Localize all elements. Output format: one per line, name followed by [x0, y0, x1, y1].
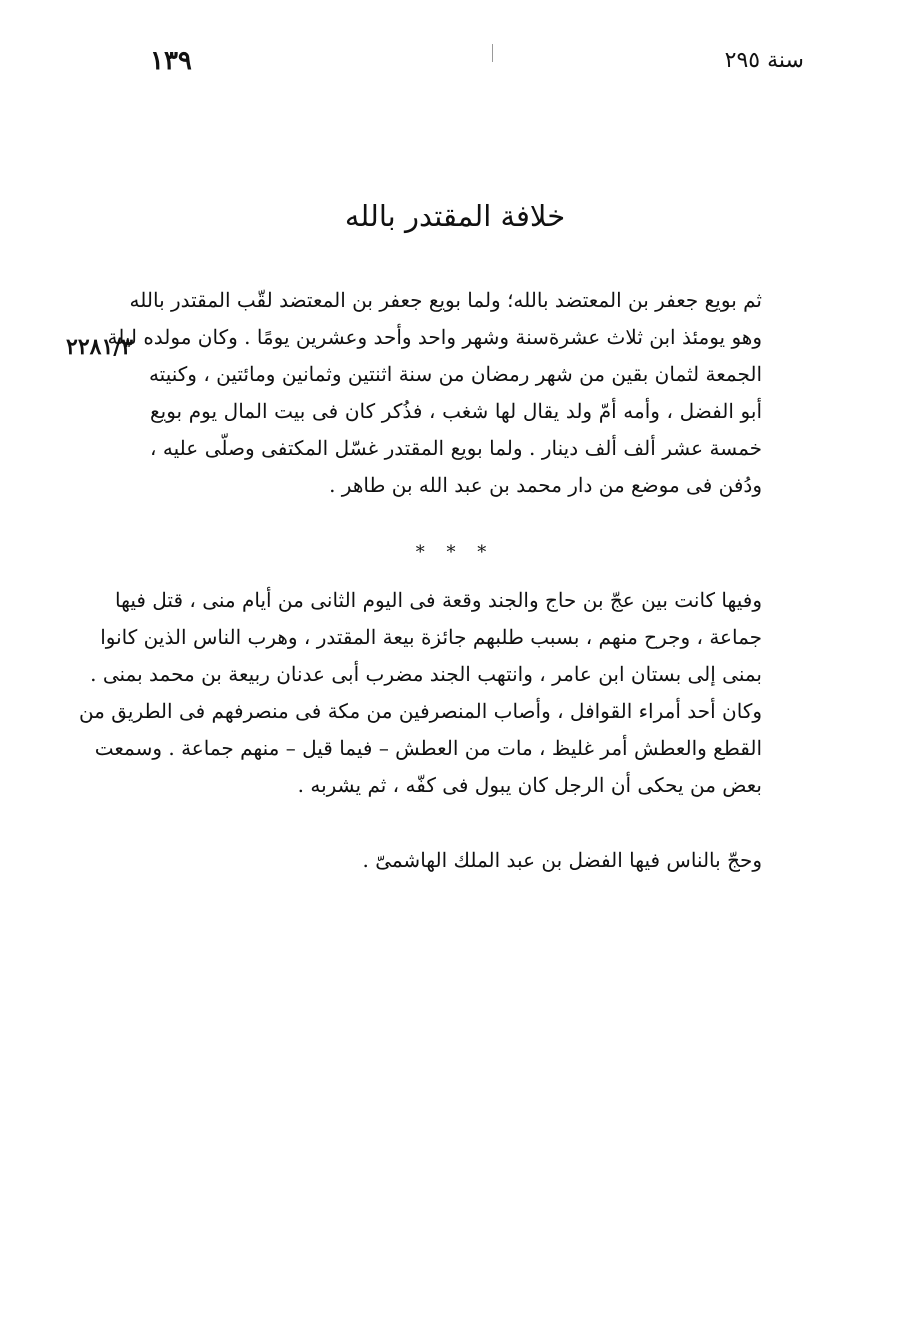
text-line: وكان أحد أمراء القوافل ، وأصاب المنصرفين من مكة فى منصرفهم فى الطريق من [78, 699, 762, 723]
text-line: وهو يومئذ ابن ثلاث عشرةسنة وشهر واحد وأحد وعشرين يومًا . وكان مولده ليلة [107, 325, 762, 349]
text-line: خمسة عشر ألف ألف دينار . ولما بويع المقتدر غسّل المكتفى وصلّى عليه ، [150, 436, 762, 460]
margin-reference: ٢٢٨١/٣ [66, 334, 134, 360]
text-line: القطع والعطش أمر غليظ ، مات من العطش – فيما قيل – منهم جماعة . وسمعت [94, 736, 762, 760]
text-line: ثم بويع جعفر بن المعتضد بالله؛ ولما بويع جعفر بن المعتضد لقّب المقتدر بالله [129, 288, 762, 312]
paragraph-mina-battle [78, 582, 762, 804]
running-head-year: سنة ٢٩٥ [724, 48, 804, 73]
gutter-mark [492, 44, 493, 62]
page-number: ١٣٩ [150, 46, 192, 76]
chapter-title: خلافة المقتدر بالله [344, 199, 566, 233]
section-separator: * * * [415, 542, 495, 563]
paragraph-hajj-leader: وحجّ بالناس فيها الفضل بن عبد الملك الهاشمىّ . [362, 848, 762, 872]
text-line: الجمعة لثمان بقين من شهر رمضان من سنة اثنتين وثمانين ومائتين ، وكنيته [148, 362, 762, 386]
text-line: ودُفن فى موضع من دار محمد بن عبد الله بن طاهر . [329, 473, 762, 497]
text-line: وفيها كانت بين عجّ بن حاج والجند وقعة فى اليوم الثانى من أيام منى ، قتل فيها [115, 588, 762, 612]
text-line: جماعة ، وجرح منهم ، بسبب طلبهم جائزة بيعة المقتدر ، وهرب الناس الذين كانوا [100, 625, 762, 649]
paragraph-accession [107, 282, 762, 504]
text-line: أبو الفضل ، وأمه أمّ ولد يقال لها شغب ، فذُكر كان فى بيت المال يوم بويع [150, 399, 762, 423]
text-line: بعض من يحكى أن الرجل كان يبول فى كفّه ، ثم يشربه . [297, 773, 762, 797]
text-line: بمنى إلى بستان ابن عامر ، وانتهب الجند مضرب أبى عدنان ربيعة بن محمد بمنى . [90, 662, 762, 686]
